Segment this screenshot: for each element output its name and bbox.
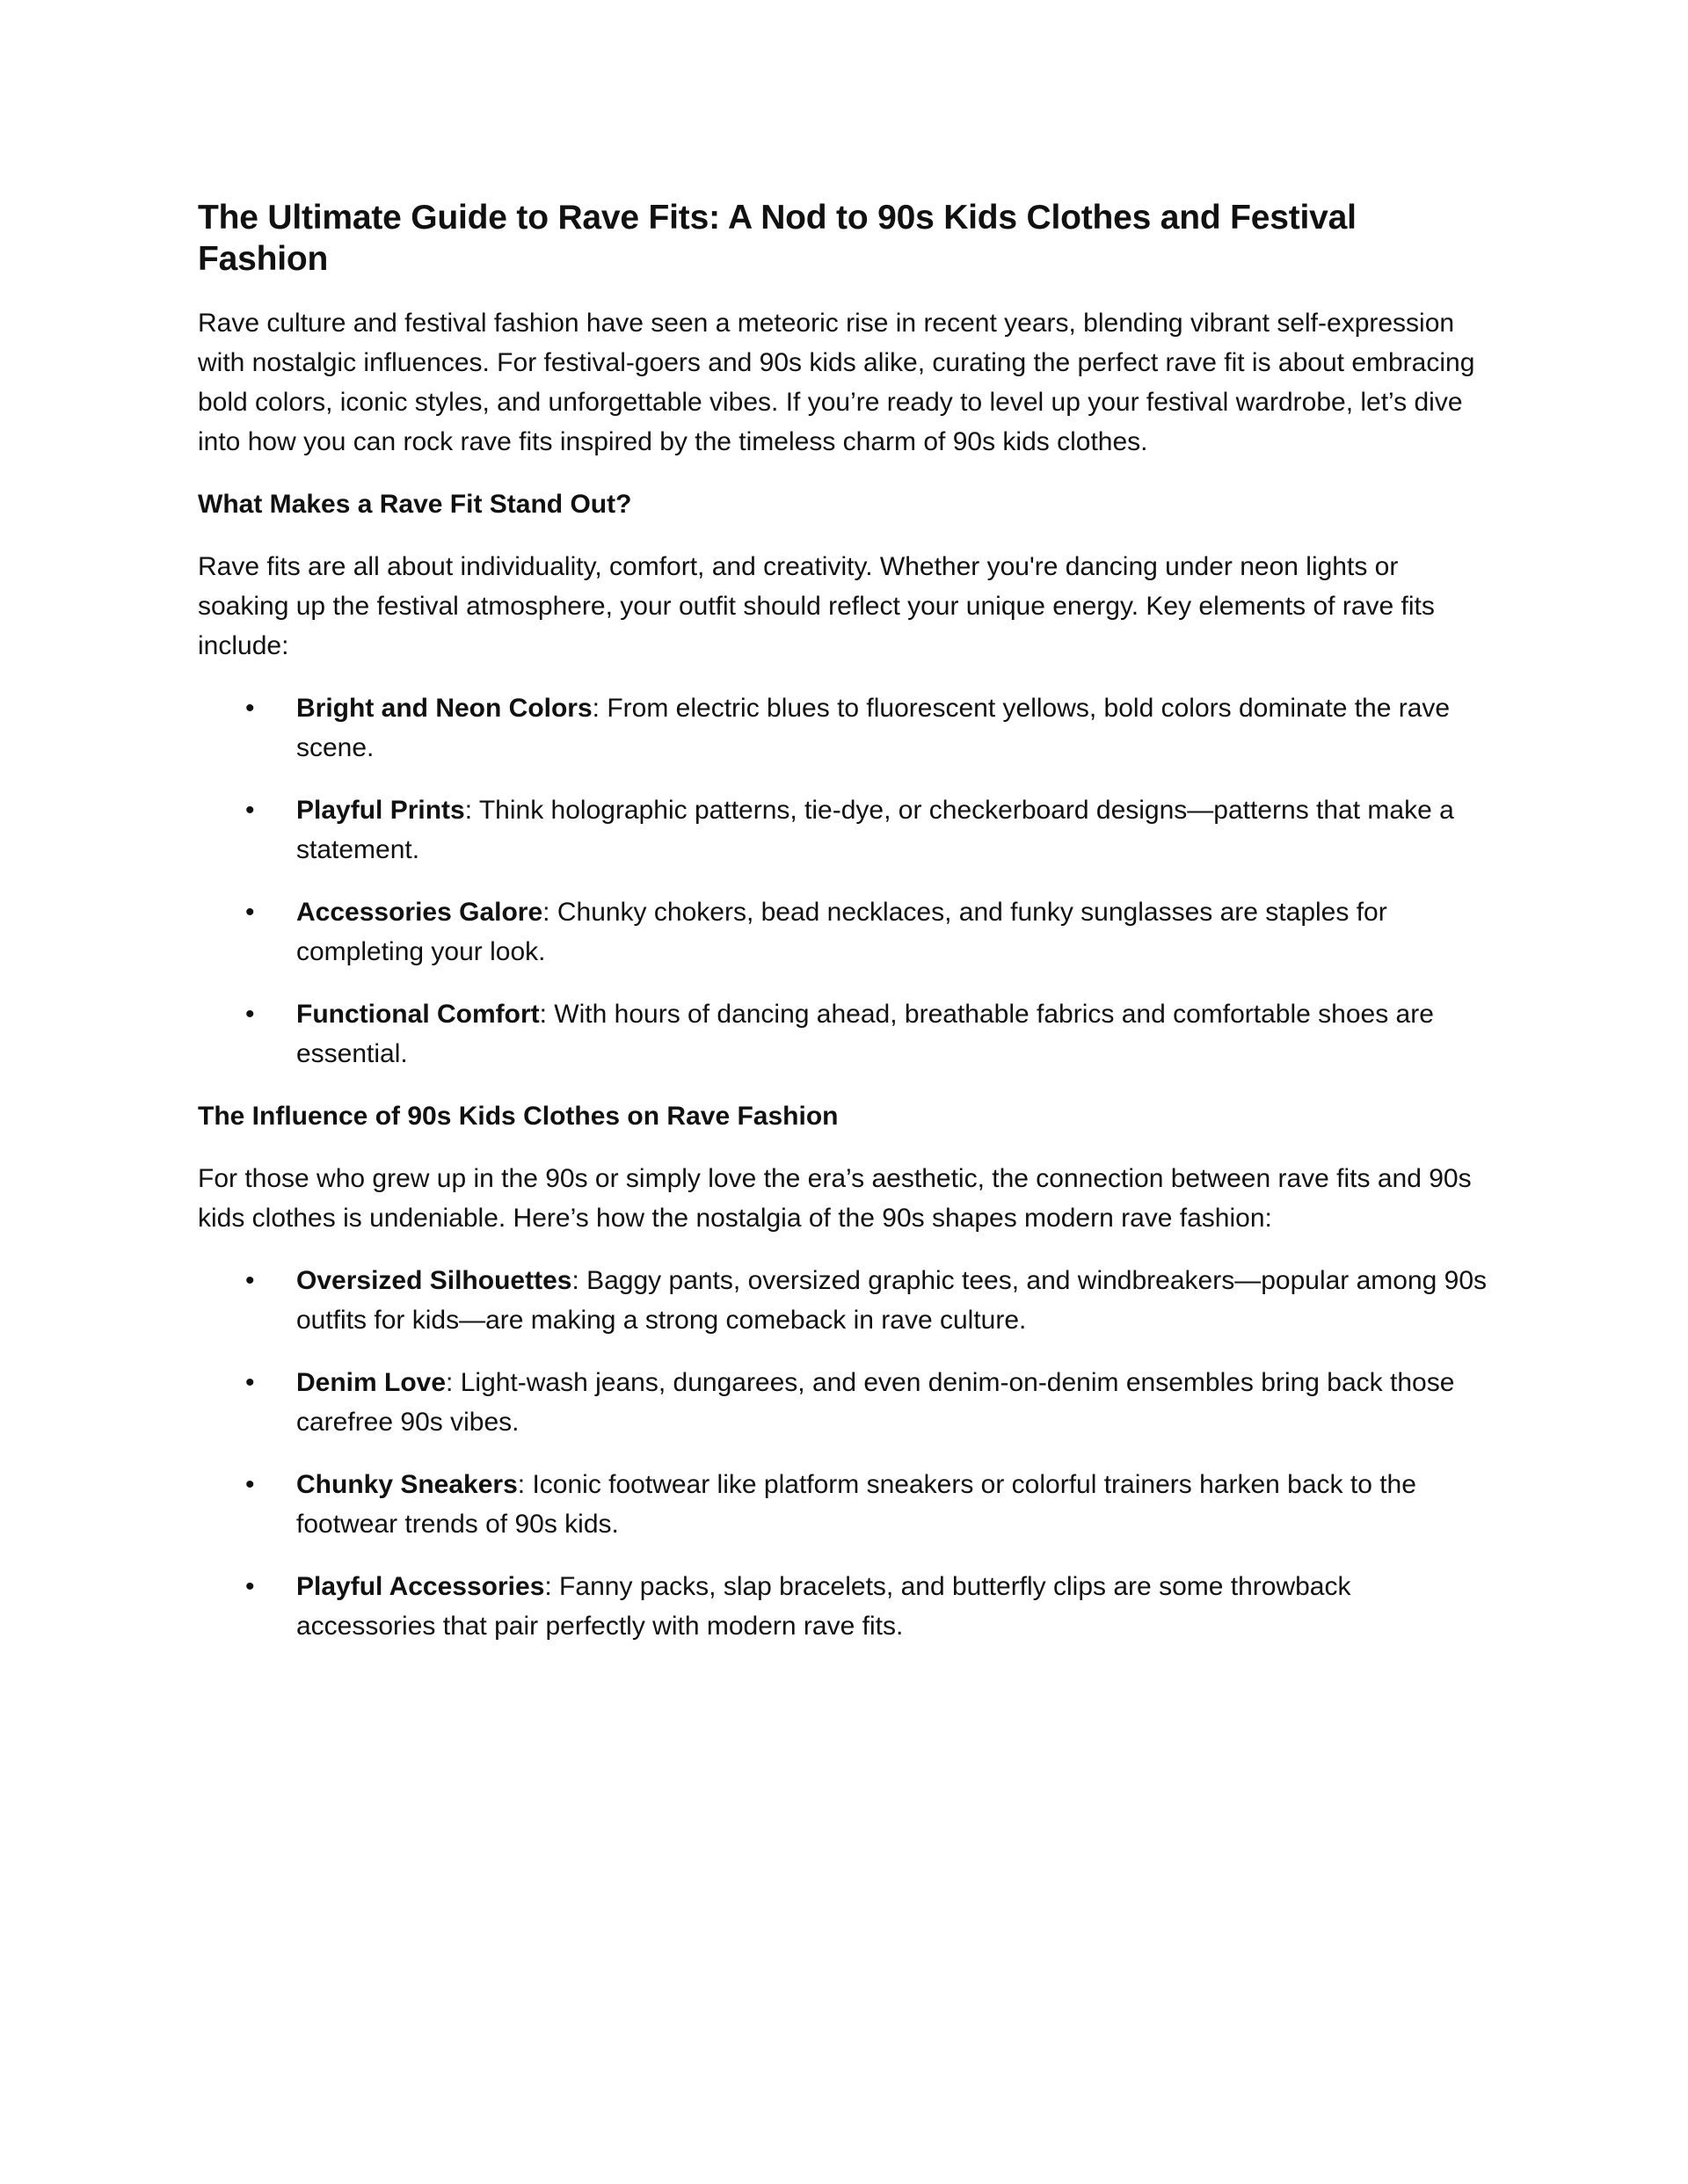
- list-item: [198, 1261, 1490, 1340]
- list-item: [198, 1363, 1490, 1442]
- bullet-icon: •: [245, 1367, 255, 1397]
- section-body-90s-influence: For those who grew up in the 90s or simply love the era’s aesthetic, the connection between rave fits and 90s kids clothes is undeniable. Here’s how the nostalgia of the 90s shapes modern rave fashion:: [198, 1163, 1472, 1233]
- document-title: The Ultimate Guide to Rave Fits: A Nod to 90s Kids Clothes and Festival Fashion: [198, 199, 1357, 278]
- rave-fit-elements-list: [198, 688, 1490, 1074]
- bullet-icon: •: [245, 999, 255, 1029]
- list-item: [198, 1465, 1490, 1544]
- list-item-text: : Fanny packs, slap bracelets, and butterfly clips are some throwback accessories that pair perfectly with modern rave fits.: [296, 1571, 1351, 1641]
- list-item-term: Accessories Galore: [296, 897, 543, 927]
- list-item: [198, 892, 1490, 972]
- list-item-text: : Chunky chokers, bead necklaces, and funky sunglasses are staples for completing your look.: [296, 897, 1387, 966]
- list-item-text: : Baggy pants, oversized graphic tees, and windbreakers—popular among 90s outfits for kids—are making a strong comeback in rave culture.: [296, 1265, 1488, 1335]
- list-item-term: Playful Prints: [296, 795, 465, 825]
- section-heading-rave-fit: What Makes a Rave Fit Stand Out?: [198, 489, 632, 519]
- list-item-text: : From electric blues to fluorescent yellows, bold colors dominate the rave scene.: [296, 693, 1451, 762]
- list-item: [198, 688, 1490, 768]
- list-item-text: : Iconic footwear like platform sneakers or colorful trainers harken back to the footwear trends of 90s kids.: [296, 1469, 1416, 1539]
- list-item-term: Bright and Neon Colors: [296, 693, 593, 723]
- list-item: [198, 994, 1490, 1074]
- bullet-icon: •: [245, 1469, 255, 1499]
- bullet-icon: •: [245, 897, 255, 927]
- list-item-term: Chunky Sneakers: [296, 1469, 518, 1499]
- list-item-term: Oversized Silhouettes: [296, 1265, 572, 1295]
- intro-paragraph: Rave culture and festival fashion have seen a meteoric rise in recent years, blending vibrant self-expression with nostalgic influences. For festival-goers and 90s kids alike, curating the perfect rave fit is about embracing bold colors, iconic styles, and unforgettable vibes. If you’re ready to level up your festival wardrobe, let’s dive into how you can rock rave fits inspired by the timeless charm of 90s kids clothes.: [198, 308, 1475, 456]
- bullet-icon: •: [245, 1571, 255, 1601]
- bullet-icon: •: [245, 1265, 255, 1295]
- list-item-term: Functional Comfort: [296, 999, 540, 1029]
- list-item-text: : Light-wash jeans, dungarees, and even denim-on-denim ensembles bring back those carefree 90s vibes.: [296, 1367, 1455, 1437]
- bullet-icon: •: [245, 693, 255, 723]
- section-heading-90s-influence: The Influence of 90s Kids Clothes on Rave Fashion: [198, 1101, 839, 1131]
- 90s-influence-list: [198, 1261, 1490, 1646]
- list-item-text: : With hours of dancing ahead, breathable fabrics and comfortable shoes are essential.: [296, 999, 1434, 1068]
- section-body-rave-fit: Rave fits are all about individuality, comfort, and creativity. Whether you're dancing under neon lights or soaking up the festival atmosphere, your outfit should reflect your unique energy. Key elements of rave fits include:: [198, 551, 1435, 660]
- list-item: [198, 790, 1490, 870]
- list-item: [198, 1567, 1490, 1646]
- bullet-icon: •: [245, 795, 255, 825]
- list-item-term: Playful Accessories: [296, 1571, 545, 1601]
- list-item-term: Denim Love: [296, 1367, 447, 1397]
- list-item-text: : Think holographic patterns, tie-dye, or checkerboard designs—patterns that make a statement.: [296, 795, 1454, 864]
- document-page: [198, 198, 1490, 1669]
